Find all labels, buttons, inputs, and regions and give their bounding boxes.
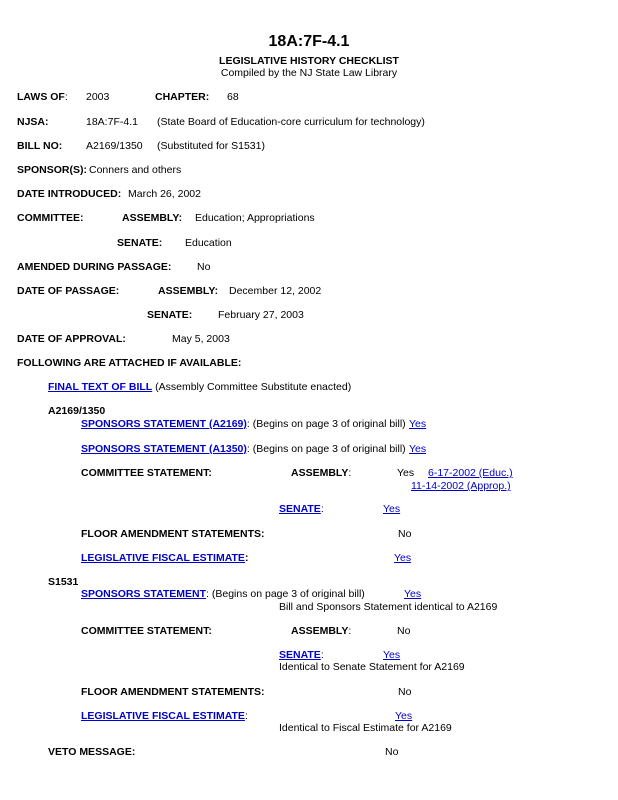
bill-no-note: (Substituted for S1531) xyxy=(157,140,265,152)
s1531-floor-amendment-label: FLOOR AMENDMENT STATEMENTS: xyxy=(81,686,265,698)
date-introduced-value: March 26, 2002 xyxy=(128,188,201,200)
bill-no-value: A2169/1350 xyxy=(86,140,143,152)
passage-senate-value: February 27, 2003 xyxy=(218,309,304,321)
sponsors-label: SPONSOR(S): xyxy=(17,164,88,176)
amended-value: No xyxy=(197,261,211,273)
veto-message-label: VETO MESSAGE: xyxy=(48,746,136,758)
date-of-approval-value: May 5, 2003 xyxy=(172,333,230,345)
njsa-label: NJSA: xyxy=(17,116,49,128)
sponsors-statement-a2169-link[interactable]: SPONSORS STATEMENT (A2169) xyxy=(81,418,247,430)
veto-message-value: No xyxy=(385,746,399,758)
a2169-floor-amendment-label: FLOOR AMENDMENT STATEMENTS: xyxy=(81,528,265,540)
committee-statement-educ-link[interactable]: 6-17-2002 (Educ.) xyxy=(428,467,513,479)
s1531-floor-amendment-value: No xyxy=(398,686,412,698)
chapter-label: CHAPTER: xyxy=(155,91,210,103)
s1531-fiscal-row: LEGISLATIVE FISCAL ESTIMATE: xyxy=(81,710,248,722)
njsa-description: (State Board of Education-core curriculum for technology) xyxy=(157,116,425,128)
sponsors-statement-a1350-link[interactable]: SPONSORS STATEMENT (A1350) xyxy=(81,443,247,455)
committee-assembly-label: ASSEMBLY: xyxy=(122,212,183,224)
s1531-committee-statement-label: COMMITTEE STATEMENT: xyxy=(81,625,212,637)
a2169-senate-row: SENATE: xyxy=(279,503,324,515)
a2169-committee-statement-label: COMMITTEE STATEMENT: xyxy=(81,467,212,479)
committee-senate-value: Education xyxy=(185,237,232,249)
final-text-row xyxy=(48,381,351,393)
s1531-fiscal-estimate-link[interactable]: LEGISLATIVE FISCAL ESTIMATE xyxy=(81,710,245,722)
bill-no-label: BILL NO: xyxy=(17,140,63,152)
page-subtitle: LEGISLATIVE HISTORY CHECKLIST xyxy=(219,55,399,67)
s1531-fiscal-identical-note: Identical to Fiscal Estimate for A2169 xyxy=(279,722,452,734)
committee-assembly-value: Education; Appropriations xyxy=(195,212,315,224)
s1531-fiscal-yes-link[interactable]: Yes xyxy=(395,710,413,722)
date-of-passage-label: DATE OF PASSAGE: xyxy=(17,285,120,297)
a2169-floor-amendment-value: No xyxy=(398,528,412,540)
chapter-value: 68 xyxy=(227,91,239,103)
a2169-senate-yes-link[interactable]: Yes xyxy=(383,503,401,515)
s1531-senate-row: SENATE: xyxy=(279,649,324,661)
s1531-sponsors-yes-link[interactable]: Yes xyxy=(404,588,422,600)
s1531-senate-identical-note: Identical to Senate Statement for A2169 xyxy=(279,661,465,673)
a2169-fiscal-row: LEGISLATIVE FISCAL ESTIMATE: xyxy=(81,552,249,564)
final-text-link[interactable]: FINAL TEXT OF BILL xyxy=(48,381,153,393)
s1531-assembly-value: No xyxy=(397,625,411,637)
date-introduced-label: DATE INTRODUCED: xyxy=(17,188,122,200)
njsa-value: 18A:7F-4.1 xyxy=(86,116,138,128)
sponsors-value: Conners and others xyxy=(89,164,182,176)
a2169-sponsor1-row: SPONSORS STATEMENT (A2169): (Begins on page 3 of original bill) xyxy=(81,418,406,430)
attachments-heading: FOLLOWING ARE ATTACHED IF AVAILABLE: xyxy=(17,357,242,369)
page-title: 18A:7F-4.1 xyxy=(268,33,350,50)
final-text-note: (Assembly Committee Substitute enacted) xyxy=(152,381,352,393)
a2169-assembly-value: Yes xyxy=(397,467,415,479)
a2169-senate-link[interactable]: SENATE xyxy=(279,503,321,515)
s1531-assembly-label: ASSEMBLY: xyxy=(291,625,352,637)
s1531-heading: S1531 xyxy=(48,576,79,588)
s1531-senate-yes-link[interactable]: Yes xyxy=(383,649,401,661)
a2169-fiscal-estimate-link[interactable]: LEGISLATIVE FISCAL ESTIMATE xyxy=(81,552,245,564)
sponsors-statement-a2169-yes-link[interactable]: Yes xyxy=(409,418,427,430)
date-of-approval-label: DATE OF APPROVAL: xyxy=(17,333,126,345)
a2169-sponsor2-row: SPONSORS STATEMENT (A1350): (Begins on page 3 of original bill) xyxy=(81,443,406,455)
laws-of-label: LAWS OF: xyxy=(17,91,68,103)
s1531-sponsor-row: SPONSORS STATEMENT: (Begins on page 3 of original bill) xyxy=(81,588,365,600)
laws-of-year: 2003 xyxy=(86,91,110,103)
amended-label: AMENDED DURING PASSAGE: xyxy=(17,261,172,273)
compiled-by: Compiled by the NJ State Law Library xyxy=(220,67,398,79)
committee-senate-label: SENATE: xyxy=(117,237,163,249)
sponsors-statement-a1350-yes-link[interactable]: Yes xyxy=(409,443,427,455)
a2169-assembly-label: ASSEMBLY: xyxy=(291,467,352,479)
s1531-senate-link[interactable]: SENATE xyxy=(279,649,321,661)
passage-senate-label: SENATE: xyxy=(147,309,193,321)
passage-assembly-value: December 12, 2002 xyxy=(229,285,322,297)
a2169-fiscal-yes-link[interactable]: Yes xyxy=(394,552,412,564)
committee-statement-approp-link[interactable]: 11-14-2002 (Approp.) xyxy=(411,480,511,492)
s1531-sponsors-statement-link[interactable]: SPONSORS STATEMENT xyxy=(81,588,207,600)
s1531-sponsor-identical-note: Bill and Sponsors Statement identical to A2169 xyxy=(279,601,498,613)
passage-assembly-label: ASSEMBLY: xyxy=(158,285,219,297)
committee-label: COMMITTEE: xyxy=(17,212,84,224)
a2169-heading: A2169/1350 xyxy=(48,405,106,417)
